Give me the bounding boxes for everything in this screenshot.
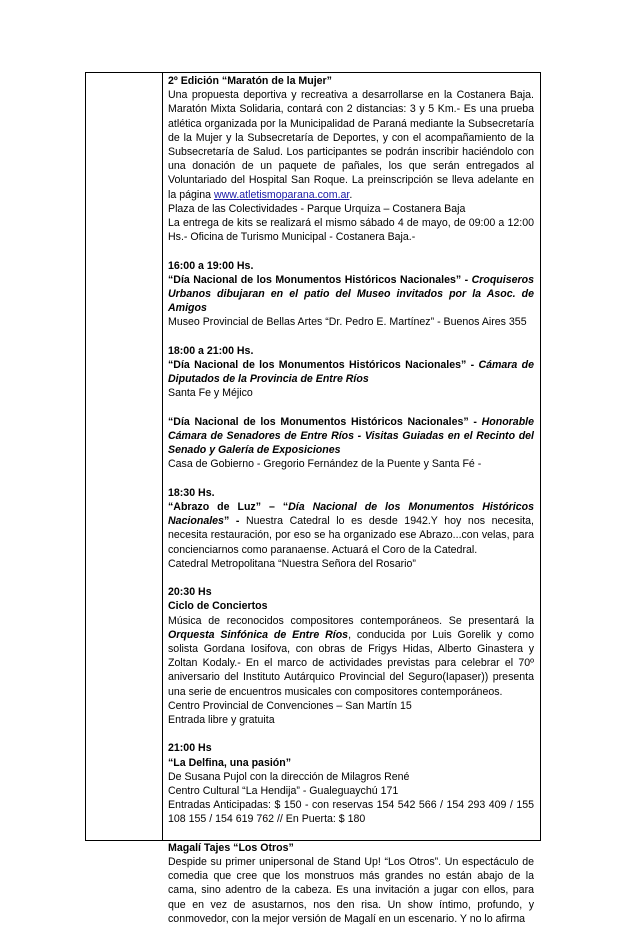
event-title: “Día Nacional de los Monumentos Históricos Nacionales” - (168, 415, 482, 428)
event-magali-tajes (168, 841, 534, 926)
event-credits: De Susana Pujol con la dirección de Milagros René (168, 770, 410, 783)
event-croquiseros (168, 259, 534, 330)
event-title: “Día Nacional de los Monumentos Históricos Nacionales” - (168, 273, 472, 286)
event-subtitle: Honorable Cámara de Senadores de Entre Ríos - Visitas Guiadas en el Recinto del Senado y Galería de Exposiciones (168, 415, 534, 457)
event-tickets: Entradas Anticipadas: $ 150 - con reservas 154 542 566 / 154 293 409 / 155 108 155 / 154 619 762 // En Puerta: $ 180 (168, 799, 534, 826)
registration-link[interactable]: www.atletismoparana.com.ar (213, 188, 350, 201)
event-place: Centro Provincial de Convenciones – San Martín 15 (168, 699, 412, 712)
event-description-text: Nuestra Catedral lo es desde 1942.Y hoy nos necesita, necesita restauración, por eso se ha organizado ese Abrazo...con velas, para concienciarnos como paranaense. Actuará el Coro de la Catedral. (168, 515, 534, 556)
event-description-text: Una propuesta deportiva y recreativa a desarrollarse en la Costanera Baja. Maratón Mixta Solidaria, contará con 2 distancias: 3 y 5 Km.- Es una prueba atlética organizada por la Municipalidad de Paraná mediante la Subsecretaría de la Mujer y la Subsecretaría de Deportes, y con el acompañamiento de la Subsecretaría de Salud. Los participantes se podrán inscribir haciéndolo con una donación de un paquete de pañales, los que serán entregados al Voluntariado del Hospital San Roque. La preinscripción se lleva adelante en la página (168, 89, 534, 201)
event-description (168, 614, 534, 699)
event-place: Casa de Gobierno - Gregorio Fernández de la Puente y Santa Fé - (168, 458, 482, 471)
event-description (168, 500, 534, 557)
event-time: 18:00 a 21:00 Hs. (168, 344, 254, 357)
event-title: “Día Nacional de los Monumentos Históricos Nacionales” - (168, 359, 479, 372)
event-place: Plaza de las Colectividades - Parque Urquiza – Costanera Baja (168, 202, 466, 215)
orchestra-name: Orquesta Sinfónica de Entre Ríos (168, 628, 349, 641)
table-left-column (86, 73, 163, 840)
event-maraton (168, 74, 534, 244)
event-title: Magalí Tajes “Los Otros” (168, 841, 294, 854)
event-description-end: . (349, 188, 353, 201)
event-kits-info: La entrega de kits se realizará el mismo sábado 4 de mayo, de 09:00 a 12:00 Hs.- Oficina de Turismo Municipal - Costanera Baja.- (168, 217, 534, 244)
event-title: “Abrazo de Luz” – “ (168, 501, 289, 514)
event-table (85, 72, 541, 925)
events-content (163, 73, 540, 926)
event-place: Museo Provincial de Bellas Artes “Dr. Pedro E. Martínez” - Buenos Aires 355 (168, 316, 527, 329)
event-description-text: Música de reconocidos compositores contemporáneos. Se presentará la (168, 614, 534, 627)
event-title: “La Delfina, una pasión” (168, 756, 292, 769)
event-subtitle: Cámara de Diputados de la Provincia de Entre Ríos (168, 359, 534, 386)
event-heading (168, 358, 534, 386)
event-title: Ciclo de Conciertos (168, 600, 268, 613)
event-description (168, 88, 534, 202)
event-title: 2º Edición “Maratón de la Mujer” (168, 75, 332, 87)
event-entry: Entrada libre y gratuita (168, 714, 275, 727)
event-description-rest: , conducida por Luis Gorelik y como solista Gordana Iosifova, con obras de Frigys Hidas, Alberto Ginastera y Zoltan Kodaly.- En el marco de actividades previstas para celebrar el 70º aniversario del Instituto Autárquico Provincial del Seguro(Iapaser)) presenta una serie de encuentros musicales con compositores contemporáneos. (168, 628, 535, 698)
event-heading (168, 415, 534, 458)
event-title-italic: Día Nacional de los Monumentos Históricos Nacionales (168, 501, 535, 528)
event-time: 20:30 Hs (168, 586, 212, 599)
event-ciclo-conciertos (168, 585, 534, 727)
table-content-column (163, 73, 540, 925)
event-place: Catedral Metropolitana “Nuestra Señora del Rosario” (168, 557, 416, 570)
event-heading (168, 273, 534, 316)
event-senadores (168, 415, 534, 472)
event-time: 18:30 Hs. (168, 486, 215, 499)
event-time: 21:00 Hs (168, 742, 212, 755)
event-subtitle: Croquiseros Urbanos dibujaran en el patio del Museo invitados por la Asoc. de Amigos (168, 273, 534, 315)
event-place: Santa Fe y Méjico (168, 387, 253, 400)
event-time: 16:00 a 19:00 Hs. (168, 259, 254, 272)
event-place: Centro Cultural “La Hendija” - Gualeguaychú 171 (168, 785, 399, 798)
event-description: Despide su primer unipersonal de Stand Up! “Los Otros”. Un espectáculo de comedia que cree que los monstruos más grandes no están abajo de la cama, sino adentro de la cabeza. Es una invitación a jugar con ellos, para que en vez de asustarnos, nos den risa. Un show íntimo, profundo, y conmovedor, con la mejor versión de Magalí en un escenario. Y no lo afirma (168, 856, 534, 925)
event-diputados (168, 344, 534, 401)
event-la-delfina (168, 741, 534, 826)
event-title-end: ” - (223, 515, 246, 528)
event-abrazo-de-luz (168, 486, 534, 571)
